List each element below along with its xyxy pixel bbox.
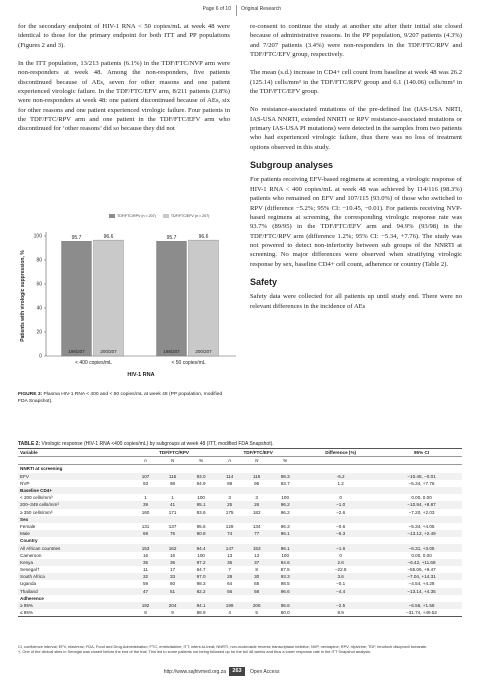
footnote: †, One of the clinical sites in Senegal was closed before the end of the trial. This led to some patients not being followed up for the full 48 weeks and thus a lower response rate in the ITT Snapshot analysis. — [18, 649, 372, 654]
x-axis-label: HIV-1 RNA — [127, 372, 155, 378]
table-cell: 96.6 — [270, 588, 300, 595]
table-cell: 160 — [141, 509, 150, 515]
table-cell: 94.1 — [186, 602, 216, 609]
table-cell: −1.0 — [300, 501, 381, 508]
table-cell: South Africa — [18, 573, 132, 580]
legend-item — [109, 214, 156, 218]
bar-value-label: 96.6 — [103, 234, 114, 241]
table-cell: 100 — [197, 552, 205, 558]
table-cell — [159, 487, 186, 494]
table-cell — [300, 595, 381, 602]
table-footnotes — [18, 644, 462, 654]
open-access-label: Open Access — [250, 669, 280, 675]
table-row — [18, 509, 462, 516]
section-label: Original Research — [241, 6, 282, 12]
table-cell: Sex — [18, 516, 132, 523]
table-cell: 98.3 — [196, 581, 206, 587]
table-cell: 76 — [159, 530, 186, 537]
paragraph: re-consent to continue the study at another site after their initial site closed because of administrative reasons. In the PP population, 9/207 patients (4.3%) and 7/207 patients (3.4%) were non-responders in the TDF/FTC/RPV and TDF/FTC/EFV group, respectively. — [250, 23, 462, 59]
table-cell: 153 — [243, 544, 270, 551]
table-cell — [159, 465, 186, 473]
table-cell: 3.6 — [300, 573, 381, 580]
paragraph: for the secondary endpoint of HIV-1 RNA < 50 copies/mL at week 48 were identical to those for the primary endpoint for both ITT and PP populations (Figures 2 and 3). — [18, 23, 230, 49]
table-group-row — [18, 487, 462, 494]
bar-count-label: 198/207 — [68, 349, 85, 354]
table-cell: 87.5 — [280, 567, 290, 573]
table-cell — [216, 595, 243, 602]
table-cell: 98.5 — [280, 581, 290, 587]
table-cell: 2.6 — [300, 559, 381, 566]
table-cell: −5.3 — [300, 530, 381, 537]
page-header — [0, 3, 480, 17]
table-cell — [270, 595, 300, 602]
table-cell — [159, 516, 186, 523]
table-cell: 35 — [216, 559, 243, 566]
page-indicator: Page 6 of 10 — [202, 6, 231, 12]
table-row — [18, 559, 462, 566]
header-cell: % — [186, 457, 216, 465]
table-cell: Thailand — [18, 588, 132, 595]
header-cell: n — [132, 457, 159, 465]
table-cell — [381, 465, 462, 473]
bar — [189, 240, 219, 356]
table-cell: Uganda — [20, 581, 37, 587]
table-cell — [132, 537, 159, 544]
table-cell — [243, 516, 270, 523]
table-cell — [300, 487, 381, 494]
table-cell: 30 — [243, 573, 270, 580]
table-cell — [186, 465, 216, 473]
table-cell: Male — [18, 530, 132, 537]
table-cell — [381, 516, 462, 523]
table-cell: 93.7 — [280, 480, 290, 486]
table-cell: 60 — [170, 581, 176, 587]
table-row — [18, 602, 462, 609]
table-cell: 96.1 — [270, 530, 300, 537]
table-cell — [270, 537, 300, 544]
table-cell — [381, 537, 462, 544]
table-cell — [243, 487, 270, 494]
table-cell: 1 — [144, 495, 147, 501]
table-cell — [243, 595, 270, 602]
table-cell: 3 — [228, 495, 231, 501]
table-cell — [270, 516, 300, 523]
legend-swatch — [109, 214, 115, 218]
table-group-row — [18, 465, 462, 473]
header-cell — [381, 457, 462, 465]
page-number: 263 — [229, 667, 245, 676]
table-cell: −55.06, +9.47 — [407, 567, 436, 573]
table-cell: 0 — [339, 552, 342, 558]
table-cell — [186, 487, 216, 494]
table-cell: 100 — [281, 495, 290, 501]
table-cell: 74 — [216, 530, 243, 537]
table-cell — [243, 537, 270, 544]
table-cell: 16 — [142, 552, 149, 558]
legend-label: TDF/FTC/RPV (n = 207) — [117, 214, 156, 218]
table-cell: −22.8 — [334, 567, 347, 573]
table-cell: 94.6 — [270, 559, 300, 566]
table-cell: 98 — [170, 480, 176, 486]
bar-value-label: 96.6 — [198, 234, 209, 241]
table-cell: Baseline CD4+ — [18, 487, 132, 494]
table-cell: 90.8 — [186, 530, 216, 537]
table-cell: 26 — [243, 501, 270, 508]
table-row — [18, 530, 462, 537]
table-group-row — [18, 537, 462, 544]
table-cell: −5.34, +4.05 — [408, 523, 435, 529]
table-cell: 114 — [216, 473, 243, 480]
table-cell — [186, 516, 216, 523]
table-cell: −1.6 — [300, 544, 381, 551]
table-cell: 94.4 — [186, 544, 216, 551]
table-cell: 64.7 — [196, 567, 206, 573]
table-cell — [216, 516, 243, 523]
table-cell: 97.0 — [186, 573, 216, 580]
table-cell — [132, 595, 159, 602]
header-cell: N — [243, 457, 270, 465]
section-heading: Safety — [250, 276, 278, 287]
table-cell: 129 — [225, 523, 234, 529]
paragraph: The mean (s.d.) increase in CD4+ cell count from baseline at week 48 was 26.2 (125.14) cells/mm³ in the TDF/FTC/RPV group and 6.1 (140.06) cells/mm³ in the TDF/FTC/EFV group. — [250, 69, 462, 96]
figure-caption — [18, 392, 230, 405]
paragraph: In the ITT population, 13/213 patients (6.1%) in the TDF/FTC/NVP arm were non-responders at week 48. Among the non-responders, five patients discontinued because of AEs, seven for other reasons and one patient experienced virologic failure. In the TDF/FTC/EFV arm, 8/211 patients (3.8%) were non-responders at week 48: one patient discontinued because of AEs, six for other reasons and one patient experienced virologic failure. Four patients in the TDF/FTC/RPV arm and one patient in the TDF/FTC/EFV arm who discontinued for ‘other reasons’ did so because they did not — [18, 60, 230, 133]
table-cell: Cameroon — [20, 552, 42, 558]
table-cell: 56 — [216, 588, 243, 595]
table-cell: −31.74, +49.52 — [381, 609, 462, 617]
header-cell: 95% CI — [381, 449, 462, 457]
table-cell: −0.6 — [336, 523, 346, 529]
table-cell — [381, 595, 462, 602]
table-cell: 17 — [170, 567, 176, 573]
paragraph: For patients receiving EFV-based regimens at screening, a virologic response of HIV-1 RNA < 400 copies/mL at week 48 was achieved by 114/116 (98.3%) patients who remained on EFV and 107/115 (93.0%) of those who switched to RPV (difference −5.2%; 95% CI: −10.45, −0.01). For patients receiving NVP-based regimens at screening, the corresponding virologic response rate was 93.7% (89/95) in the TDF/FTC/EFV arm and 94.9% (93/98) in the TDF/FTC/RPV arm (difference 1.2%; 95% CI: −5.34, +7.76). The study was not powered to detect non-inferiority between sub groups of the NNRTI at screening. No major differences were observed when stratifying virologic response by sex, baseline CD4+ cell count, adherence or country (Table 2). — [250, 176, 462, 268]
table-cell: Country — [20, 538, 38, 544]
bar — [94, 240, 124, 356]
y-tick-label: 20 — [36, 329, 42, 336]
table-cell: 80.0 — [270, 609, 300, 617]
table-cell: 153 — [132, 544, 159, 551]
section-heading: Subgroup analyses — [250, 160, 334, 171]
table-cell: −0.1 — [336, 581, 346, 587]
table-cell — [159, 537, 186, 544]
table-cell: 95 — [254, 480, 260, 486]
header-cell: N — [159, 457, 186, 465]
left-column — [18, 22, 230, 143]
table-cell: 8.9 — [300, 609, 381, 617]
table-cell: 5 — [243, 609, 270, 617]
table-cell: 107 — [132, 473, 159, 480]
legend-swatch — [163, 214, 169, 218]
table-cell: 93 — [142, 480, 149, 486]
table-cell: 8 — [132, 609, 159, 617]
table-cell: 59 — [142, 581, 149, 587]
table-row — [18, 494, 462, 501]
table-cell: 13 — [254, 552, 260, 558]
table-cell: 0.00, 0.00 — [411, 552, 432, 558]
table-cell: 51 — [159, 588, 186, 595]
header-cell — [18, 457, 132, 465]
table-cell: 95.6 — [196, 523, 206, 529]
table-cell: 7 — [228, 567, 231, 573]
header-cell: Difference (%) — [300, 449, 381, 457]
table-cell: 8 — [255, 567, 258, 573]
table-cell: 98.3 — [270, 473, 300, 480]
table-cell: 88.9 — [186, 609, 216, 617]
table-row — [18, 544, 462, 551]
table-cell: 206 — [243, 602, 270, 609]
table-cell: 134 — [252, 523, 261, 529]
bar-count-label: 200/207 — [100, 349, 117, 354]
table-cell — [132, 487, 159, 494]
table-cell — [381, 487, 462, 494]
table-caption-text: Virologic response (HIV-1 RNA <400 copies/mL) by subgroups at week 48 (ITT, modified FDA Snapshot). — [40, 441, 274, 447]
table-cell — [270, 465, 300, 473]
table-cell: 96.3 — [280, 523, 290, 529]
bar-value-label: 95.7 — [166, 235, 177, 242]
y-axis-label: Patients with virologic suppression, % — [20, 250, 26, 342]
table-cell: 4 — [216, 609, 243, 617]
table-cell: 96.2 — [270, 501, 300, 508]
table-cell: 96.1 — [270, 544, 300, 551]
bar — [157, 241, 187, 356]
table-cell: −7.04, +14.31 — [381, 573, 462, 580]
table-cell: 36 — [159, 559, 186, 566]
table-cell: 137 — [168, 523, 177, 529]
header-cell: TDF/FTC/RPV — [132, 449, 216, 457]
table-cell: 131 — [141, 523, 150, 529]
table-cell — [186, 595, 216, 602]
paragraph: No resistance-associated mutations of the pre-defined list (IAS-USA NRTI, IAS-USA NNRTI, extended NNRTI or RPV resistance-associated mutations or primary IAS-USA PI mutations) were detected in the samples from two patients who had experienced virologic failure, thus there was no loss of treatment options observed in this study. — [250, 106, 462, 151]
table-cell: 96.2 — [280, 509, 290, 515]
table-cell: 3 — [255, 495, 258, 501]
right-column — [250, 22, 462, 320]
bar-chart — [6, 222, 246, 392]
table-row — [18, 566, 462, 573]
table-cell: −6.42, +11.68 — [381, 559, 462, 566]
table-cell: −4.4 — [300, 588, 381, 595]
bar-value-label: 95.7 — [71, 235, 82, 242]
table-cell: 192 — [132, 602, 159, 609]
table-cell: Female — [20, 523, 36, 529]
table-cell: −2.6 — [336, 509, 346, 515]
paragraph: Safety data were collected for all patients up until study end. There were no relevant differences in the incidence of AEs — [250, 293, 462, 310]
table-cell: 13 — [227, 552, 233, 558]
table-subheader-row — [18, 457, 462, 465]
table-cell: −6.31, +3.05 — [381, 544, 462, 551]
table-cell — [300, 516, 381, 523]
table-row — [18, 552, 462, 559]
table-cell: ≥ 350 cells/mm³ — [20, 509, 53, 515]
table-cell: 199 — [216, 602, 243, 609]
header-divider — [236, 5, 237, 16]
header-cell: % — [270, 457, 300, 465]
table-cell: −2.5 — [300, 602, 381, 609]
bar-count-label: 200/207 — [195, 349, 212, 354]
table-cell: NVP — [20, 480, 30, 486]
table-cell: 9 — [159, 609, 186, 617]
table-cell: 35 — [132, 559, 159, 566]
table-cell: NNRTI at screening — [20, 466, 63, 472]
table-row — [18, 573, 462, 580]
table-caption — [18, 441, 274, 447]
table-cell: 0 — [339, 495, 342, 501]
table-cell — [243, 465, 270, 473]
table-cell: -5.2 — [300, 473, 381, 480]
table-row — [18, 501, 462, 508]
chart-legend — [109, 214, 215, 218]
table-cell — [300, 537, 381, 544]
table-cell: 41 — [159, 501, 186, 508]
footnote: CI, confidence interval; EFV, efavirenz; FDA, Food and Drug Administration; FTC, emtricitabine; ITT, intent-to-treat; NNRTI, non-nucleoside reverse transcriptase inhibitor; NVP, nevirapine; RPV, rilpivirine; TDF, tenofovir disoproxil fumarate. — [18, 644, 428, 649]
table-cell: 95.1 — [186, 501, 216, 508]
table-cell: 100 — [197, 495, 205, 501]
table-cell: −5.34, +7.76 — [408, 480, 435, 486]
table-row — [18, 473, 462, 480]
table-cell: 47 — [132, 588, 159, 595]
bar-count-label: 198/207 — [163, 349, 180, 354]
table-cell: ≤ 95% — [18, 609, 132, 617]
figure-label: FIGURE 3: — [18, 392, 43, 397]
bar — [62, 241, 92, 356]
table-row — [18, 480, 462, 487]
table-cell: 39 — [132, 501, 159, 508]
table-cell — [300, 465, 381, 473]
table-cell — [216, 537, 243, 544]
table-row — [18, 523, 462, 530]
subgroup-table — [18, 448, 462, 617]
table-cell — [132, 516, 159, 523]
table-cell: 77 — [243, 530, 270, 537]
header-cell: n — [216, 457, 243, 465]
table-cell: −6.55, +1.58 — [381, 602, 462, 609]
table-cell: 162 — [159, 544, 186, 551]
x-tick-label: < 50 copies/mL — [171, 360, 206, 366]
table-cell: 1 — [171, 495, 174, 501]
legend-label: TDF/FTC/EFV (n = 207) — [170, 214, 210, 218]
table-label: TABLE 2: — [18, 441, 41, 447]
table-cell: 58 — [243, 588, 270, 595]
table-cell — [216, 487, 243, 494]
table-cell: 100 — [281, 552, 290, 558]
table-group-row — [18, 516, 462, 523]
table-cell: 96.6 — [270, 602, 300, 609]
table-cell: 32 — [132, 573, 159, 580]
table-cell: −13.12, +2.49 — [381, 530, 462, 537]
table-cell: 97.2 — [186, 559, 216, 566]
table-cell: −4.54, +4.28 — [408, 581, 435, 587]
table-cell: All African countries — [18, 544, 132, 551]
table-cell: −7.20, +2.03 — [408, 509, 435, 515]
table-cell: 92.2 — [186, 588, 216, 595]
table-cell: 93.3 — [270, 573, 300, 580]
table-cell: 89 — [227, 480, 233, 486]
table-cell: 200–349 cells/mm³ — [18, 501, 132, 508]
y-tick-label: 0 — [39, 353, 42, 360]
table-cell: 64 — [227, 581, 233, 587]
table-cell — [132, 465, 159, 473]
table-cell — [186, 537, 216, 544]
table-cell: 37 — [243, 559, 270, 566]
y-tick-label: 100 — [33, 233, 42, 240]
table-cell: 94.9 — [196, 480, 206, 486]
table-row — [18, 588, 462, 595]
figure-caption-text: Plasma HIV-1 RNA < 400 and < 50 copies/mL at week 48 (PP population, modified FDA Snapshot). — [18, 392, 223, 404]
table-cell: −10.45, −0.01 — [381, 473, 462, 480]
table-cell — [159, 595, 186, 602]
table-cell: 65 — [254, 581, 260, 587]
table-cell: 93.6 — [196, 509, 206, 515]
table-cell: 115 — [159, 473, 186, 480]
table-cell: 147 — [216, 544, 243, 551]
table-cell: 69 — [132, 530, 159, 537]
table-cell — [270, 487, 300, 494]
y-tick-label: 60 — [36, 281, 42, 288]
table-cell — [216, 465, 243, 473]
header-cell — [300, 457, 381, 465]
table-cell: 204 — [159, 602, 186, 609]
table-cell: −13.14, +4.35 — [381, 588, 462, 595]
table-header-row — [18, 449, 462, 457]
table-cell: Adherence — [20, 595, 44, 601]
x-tick-label: < 400 copies/mL — [75, 360, 112, 366]
table-group-row — [18, 595, 462, 602]
table-cell: 0.00, 0.00 — [411, 495, 432, 501]
header-cell: Variable — [18, 449, 132, 457]
table-cell: −10.94, +8.87 — [381, 501, 462, 508]
table-cell: 171 — [168, 509, 177, 515]
y-tick-label: 40 — [36, 305, 42, 312]
table-cell: 93.0 — [186, 473, 216, 480]
table-row — [18, 580, 462, 587]
table-cell: 116 — [243, 473, 270, 480]
table-cell: 25 — [216, 501, 243, 508]
table-cell: 33 — [159, 573, 186, 580]
table-cell: 28 — [216, 573, 243, 580]
journal-link[interactable]: http://www.sajhivmed.org.za — [163, 669, 226, 675]
table-cell: Senegal† — [20, 567, 40, 573]
table-cell: < 200 cells/mm³ — [20, 495, 53, 501]
y-tick-label: 80 — [36, 257, 42, 264]
table-cell: 16 — [170, 552, 176, 558]
table-cell: ≥ 95% — [18, 602, 132, 609]
table-cell: 182 — [252, 509, 261, 515]
table-cell: 11 — [143, 567, 148, 573]
table-cell: EFV — [18, 473, 132, 480]
table-cell: 1.2 — [337, 480, 344, 486]
table-cell: 175 — [225, 509, 234, 515]
legend-item — [163, 214, 209, 218]
table-row — [18, 609, 462, 617]
table-cell: Kenya — [18, 559, 132, 566]
header-cell: TDF/FTC/EFV — [216, 449, 300, 457]
